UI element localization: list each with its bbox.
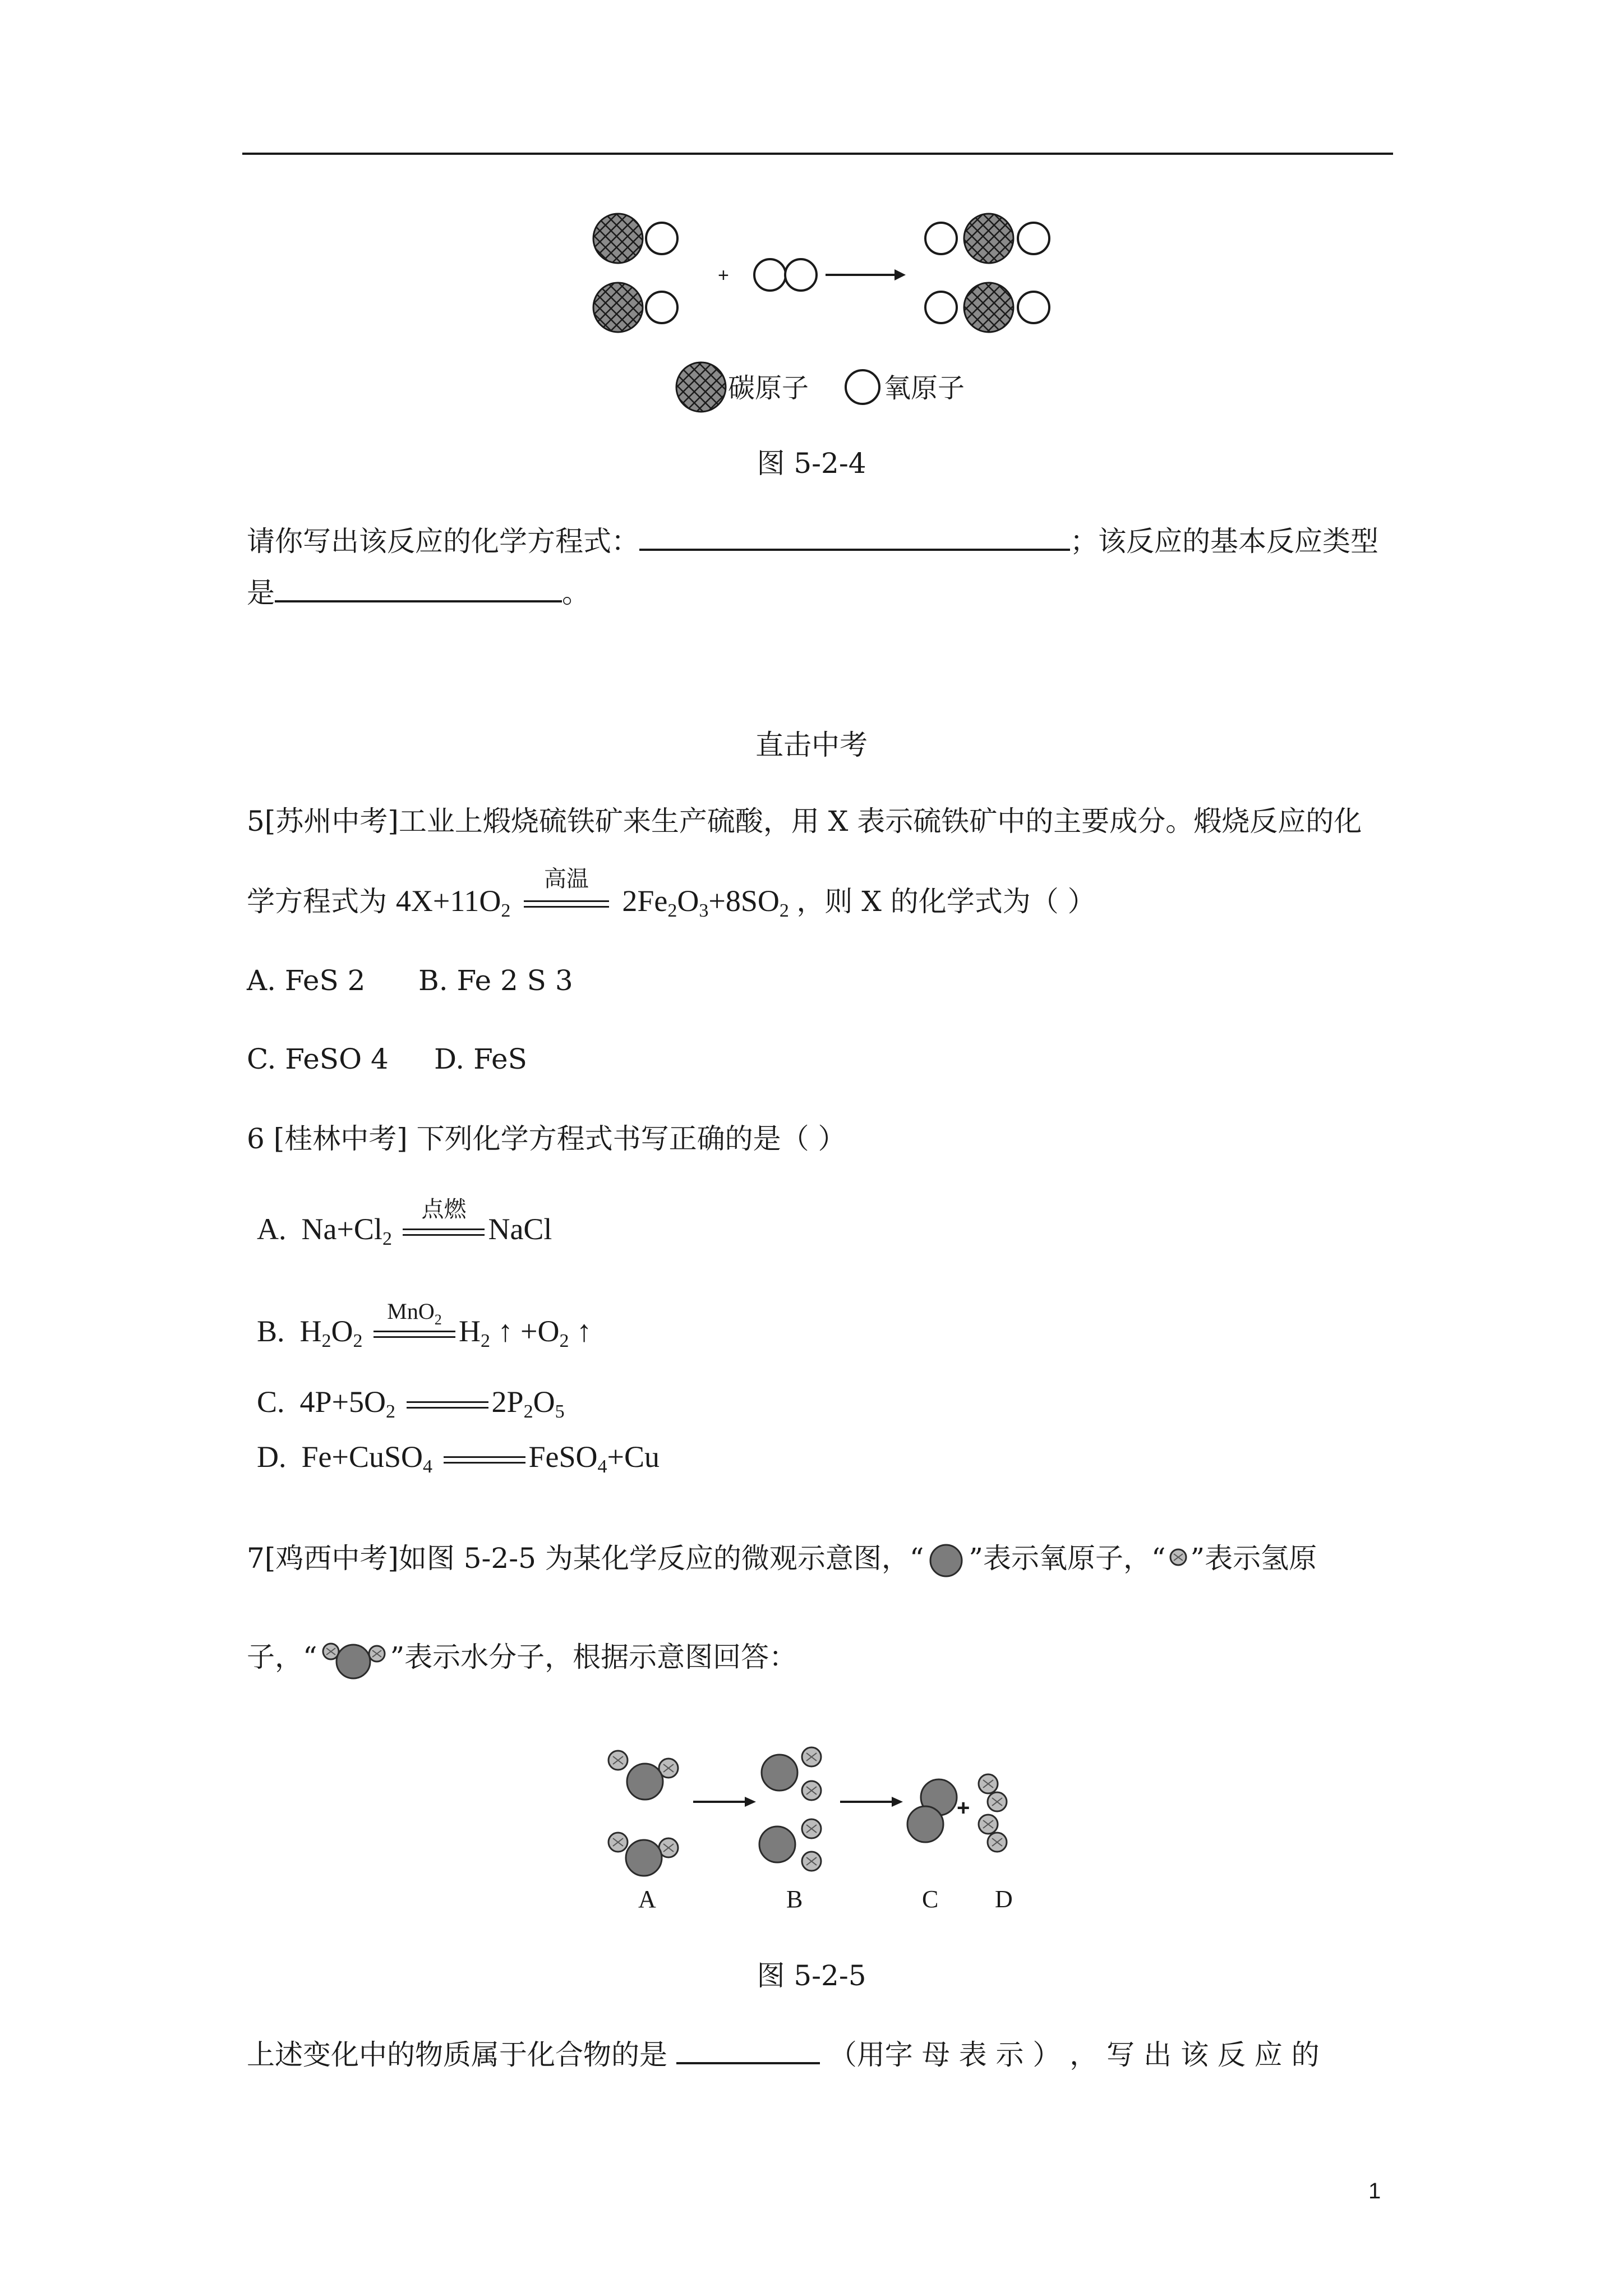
section-title: 直击中考	[755, 729, 868, 761]
figure-caption-5-2-4: 图 5-2-4	[757, 447, 866, 480]
q4-line1-prefix: 请你写出该反应的化学方程式：	[247, 525, 639, 558]
q6b-equals-sign	[374, 1298, 455, 1338]
q7-last-line: 上述变化中的物质属于化合物的是 （用字 母 表 示 ） ， 写 出 该 反 应 的	[247, 2039, 1320, 2071]
stage-plus: +	[957, 1796, 970, 1820]
q5-line2	[247, 866, 1096, 921]
q4-line2	[247, 576, 590, 610]
reaction-arrow	[826, 269, 906, 280]
label-c: C	[922, 1885, 939, 1913]
co-molecule-bottom	[593, 283, 677, 332]
q4-line1-suffix: ；该反应的基本反应类型	[1070, 525, 1378, 558]
q5-equation: $4X+11O_2$ 高温 $2Fe_2O_3+8SO_2$	[395, 866, 789, 921]
hydrogen-atom-icon	[1166, 1544, 1191, 1577]
arrow-a-to-b	[693, 1797, 756, 1807]
q7-line2: 子，“ ”表示水分子，根据示意图回答：	[247, 1637, 797, 1682]
q6-option-d[interactable]: D. Fe+CuSO$_4$ FeSO$_4$+Cu	[257, 1440, 660, 1477]
figure-5-2-4	[583, 202, 1054, 415]
q6d-equals-sign	[444, 1456, 525, 1464]
q4-line1	[247, 524, 1378, 558]
q5-line1: 5[苏州中考]工业上煅烧硫铁矿来生产硫酸，用 X 表示硫铁矿中的主要成分。煅烧反应的化	[247, 805, 1362, 838]
q5-line2-prefix: 学方程式为	[247, 885, 387, 918]
q6-stem: 6 [桂林中考] 下列化学方程式书写正确的是（ ）	[247, 1122, 846, 1155]
q5-option-b[interactable]: B. Fe 2 S 3	[418, 964, 573, 997]
q6-option-c[interactable]: C. $4P+5O_2$ $2P_2O_5$	[257, 1385, 565, 1422]
reaction-type-blank[interactable]	[275, 576, 562, 602]
page-number: 1	[1368, 2179, 1381, 2203]
label-a: A	[638, 1885, 656, 1913]
arrow-b-to-c	[840, 1797, 903, 1807]
q7-line1: 7[鸡西中考]如图 5-2-5 为某化学反应的微观示意图，“ ”表示氧原子，“ ”表示氢原	[247, 1542, 1317, 1577]
q6a-equals-sign	[403, 1196, 485, 1236]
header-rule	[242, 153, 1393, 155]
plus-sign: +	[718, 265, 729, 286]
q5-option-c[interactable]: C. FeSO 4	[247, 1043, 389, 1075]
q5-condition: 高温	[543, 866, 589, 891]
q5-line2-suffix: ，则 X 的化学式为（ ）	[796, 885, 1096, 918]
co-molecule-top	[593, 214, 677, 263]
q4-line2-suffix: 。	[562, 577, 590, 609]
water-molecule-icon	[317, 1637, 390, 1682]
stage-a-water-bottom	[608, 1833, 678, 1876]
o2-molecule	[754, 259, 817, 291]
co2-molecule-top	[925, 214, 1049, 263]
label-d: D	[995, 1885, 1013, 1913]
q5-option-a[interactable]: A. FeS 2	[247, 964, 366, 997]
stage-a-water-top	[608, 1751, 678, 1800]
stage-d-hydrogen-molecules	[979, 1774, 1007, 1852]
legend-oxygen-label: 氧原子	[884, 372, 965, 404]
legend-carbon	[676, 362, 809, 412]
figure-caption-5-2-5: 图 5-2-5	[757, 1959, 866, 1992]
compound-answer-blank[interactable]	[676, 2037, 820, 2064]
q5-option-d[interactable]: D. FeS	[434, 1043, 527, 1075]
q6a-condition: 点燃	[421, 1196, 467, 1222]
figure-5-2-5	[594, 1739, 1043, 1918]
q6-option-a[interactable]: A. $Na+Cl_2$ 点燃 NaCl	[257, 1196, 552, 1249]
legend-carbon-label: 碳原子	[728, 372, 809, 404]
stage-c-oxygen-molecule	[907, 1779, 957, 1842]
co2-molecule-bottom	[925, 283, 1049, 332]
q6-option-b[interactable]: B. $H_2O_2$ MnO$_2$ $H_2$ ↑ $+O_2$ ↑	[257, 1298, 592, 1351]
q4-line2-prefix: 是	[247, 577, 275, 609]
equation-answer-blank[interactable]	[639, 524, 1070, 551]
oxygen-atom-icon	[924, 1544, 969, 1577]
label-b: B	[786, 1885, 803, 1913]
stage-b-atoms	[759, 1747, 821, 1871]
q6c-equals-sign	[407, 1401, 488, 1409]
q6b-condition: MnO$_2$	[387, 1298, 442, 1328]
q5-equals-sign	[524, 866, 609, 908]
legend-oxygen	[846, 370, 965, 404]
